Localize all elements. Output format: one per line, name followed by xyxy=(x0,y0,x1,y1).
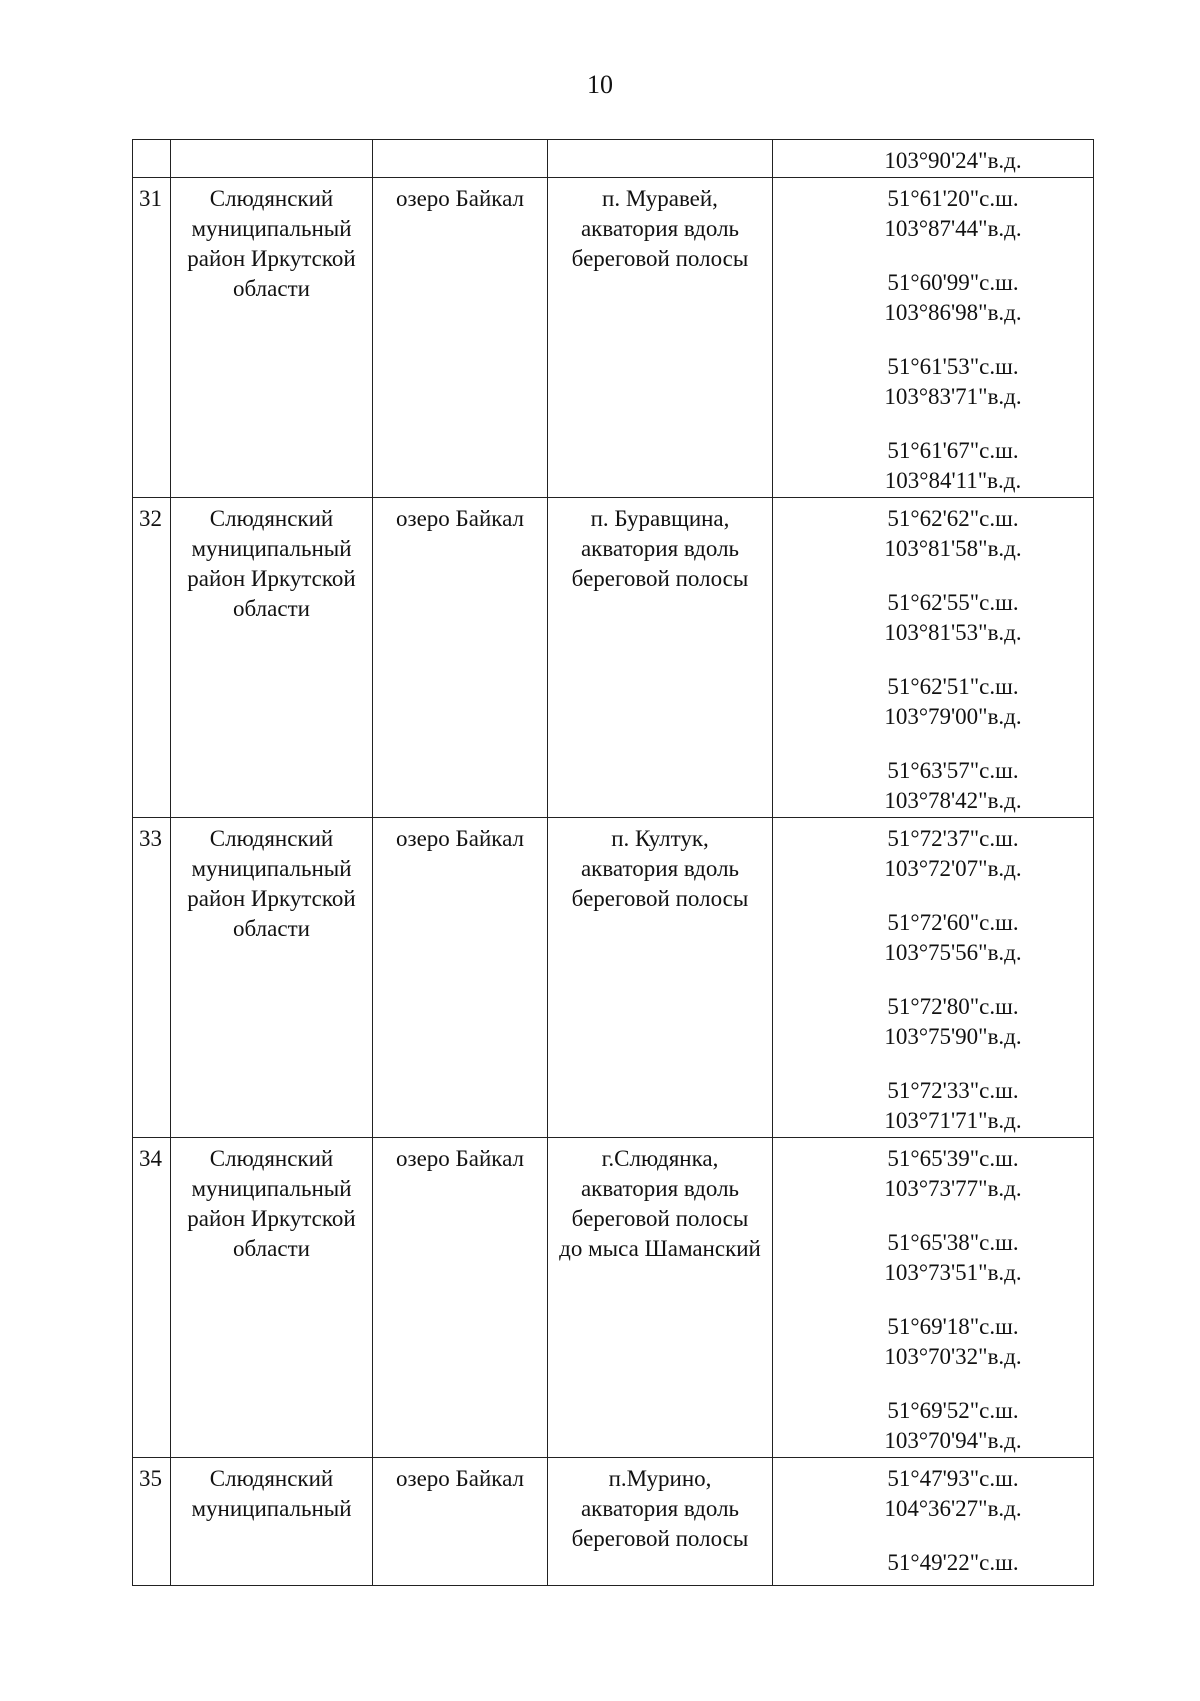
coord-line: 103°81'53"в.д. xyxy=(884,620,1022,645)
table-row xyxy=(133,1458,1094,1586)
district-line: район Иркутской xyxy=(187,566,356,591)
coord-line: 103°70'94"в.д. xyxy=(884,1428,1022,1453)
coord-line: 51°72'37"с.ш. xyxy=(887,826,1019,851)
district-line: Слюдянский xyxy=(209,506,334,531)
place-line: п. Буравщина, xyxy=(590,506,730,531)
place-line: береговой полосы xyxy=(571,246,749,271)
coord-pair xyxy=(813,436,1093,496)
coord-line: 103°73'51"в.д. xyxy=(884,1260,1022,1285)
place-line: г.Слюдянка, xyxy=(601,1146,719,1171)
cell-coords xyxy=(773,1138,1094,1458)
table-row xyxy=(133,1138,1094,1458)
cell-district xyxy=(171,1138,373,1458)
coord-pair xyxy=(813,1548,1093,1578)
coord-pair xyxy=(813,908,1093,968)
place-line: береговой полосы xyxy=(571,566,749,591)
place-line: п. Муравей, xyxy=(602,186,718,211)
cell-object xyxy=(373,140,548,178)
cell-object: озеро Байкал xyxy=(373,178,548,498)
coord-line: 51°72'80"с.ш. xyxy=(887,994,1019,1019)
place-line: акватория вдоль xyxy=(580,216,740,241)
district-line: области xyxy=(233,1236,310,1261)
cell-place xyxy=(548,140,773,178)
coord-line: 103°81'58"в.д. xyxy=(884,536,1022,561)
page-number: 10 xyxy=(587,70,613,99)
coord-line: 103°79'00"в.д. xyxy=(884,704,1022,729)
place-line: акватория вдоль xyxy=(580,856,740,881)
coord-line: 103°70'32"в.д. xyxy=(884,1344,1022,1369)
coord-pair xyxy=(813,824,1093,884)
district-line: Слюдянский xyxy=(209,186,334,211)
coord-line: 51°72'33"с.ш. xyxy=(887,1078,1019,1103)
coord-line: 103°84'11"в.д. xyxy=(884,468,1022,493)
table-row xyxy=(133,818,1094,1138)
coord-pair xyxy=(813,1396,1093,1456)
cell-district xyxy=(171,818,373,1138)
cell-num: 32 xyxy=(133,498,171,818)
coord-line: 51°49'22"с.ш. xyxy=(887,1550,1019,1575)
coord-line: 51°60'99"с.ш. xyxy=(887,270,1019,295)
cell-district xyxy=(171,178,373,498)
cell-coords xyxy=(773,140,1094,178)
district-line: муниципальный xyxy=(191,856,352,881)
district-line: муниципальный xyxy=(191,1496,352,1521)
coord-line: 51°47'93"с.ш. xyxy=(887,1466,1019,1491)
coord-line: 103°78'42"в.д. xyxy=(884,788,1022,813)
coord-line: 51°62'55"с.ш. xyxy=(887,590,1019,615)
coord-line: 51°61'53"с.ш. xyxy=(887,354,1019,379)
district-line: области xyxy=(233,276,310,301)
cell-place xyxy=(548,498,773,818)
table-row xyxy=(133,498,1094,818)
coord-line: 51°69'52"с.ш. xyxy=(887,1398,1019,1423)
cell-num xyxy=(133,140,171,178)
cell-num: 31 xyxy=(133,178,171,498)
cell-coords xyxy=(773,818,1094,1138)
coord-line: 51°62'62"с.ш. xyxy=(887,506,1019,531)
place-line: береговой полосы xyxy=(571,1206,749,1231)
coord-line: 103°86'98"в.д. xyxy=(884,300,1022,325)
district-line: муниципальный xyxy=(191,216,352,241)
cell-place xyxy=(548,1458,773,1586)
cell-num: 35 xyxy=(133,1458,171,1586)
district-line: муниципальный xyxy=(191,1176,352,1201)
district-line: области xyxy=(233,596,310,621)
coord-line: 51°61'67"с.ш. xyxy=(887,438,1019,463)
district-line: Слюдянский xyxy=(209,1466,334,1491)
coord-line: 103°73'77"в.д. xyxy=(884,1176,1022,1201)
coord-line: 103°90'24"в.д. xyxy=(884,148,1022,173)
district-line: муниципальный xyxy=(191,536,352,561)
coord-pair xyxy=(813,588,1093,648)
coord-line: 51°69'18"с.ш. xyxy=(887,1314,1019,1339)
coord-line: 103°75'56"в.д. xyxy=(884,940,1022,965)
place-line: береговой полосы xyxy=(571,886,749,911)
cell-district xyxy=(171,1458,373,1586)
cell-district xyxy=(171,498,373,818)
coord-pair xyxy=(813,756,1093,816)
coord-pair xyxy=(813,1144,1093,1204)
place-line: п.Мурино, xyxy=(608,1466,712,1491)
table-row xyxy=(133,178,1094,498)
cell-coords xyxy=(773,1458,1094,1586)
cell-place xyxy=(548,178,773,498)
cell-object: озеро Байкал xyxy=(373,498,548,818)
coord-pair xyxy=(813,672,1093,732)
coord-pair xyxy=(813,352,1093,412)
table-body xyxy=(133,140,1094,1586)
district-line: район Иркутской xyxy=(187,246,356,271)
coord-pair xyxy=(813,1464,1093,1524)
district-line: Слюдянский xyxy=(209,826,334,851)
place-line: п. Култук, xyxy=(611,826,709,851)
coord-pair xyxy=(813,1076,1093,1136)
cell-object: озеро Байкал xyxy=(373,818,548,1138)
cell-place xyxy=(548,1138,773,1458)
coord-pair xyxy=(813,268,1093,328)
cell-object: озеро Байкал xyxy=(373,1138,548,1458)
zones-table xyxy=(132,139,1094,1586)
coord-line: 51°63'57"с.ш. xyxy=(887,758,1019,783)
place-line: акватория вдоль xyxy=(580,1176,740,1201)
coord-line: 51°62'51"с.ш. xyxy=(887,674,1019,699)
cell-num: 33 xyxy=(133,818,171,1138)
coord-line: 51°61'20"с.ш. xyxy=(887,186,1019,211)
place-line: до мыса Шаманский xyxy=(559,1236,761,1261)
district-line: район Иркутской xyxy=(187,1206,356,1231)
place-line: береговой полосы xyxy=(571,1526,749,1551)
coord-pair xyxy=(813,1312,1093,1372)
place-line: акватория вдоль xyxy=(580,536,740,561)
cell-district xyxy=(171,140,373,178)
coord-line: 103°72'07"в.д. xyxy=(884,856,1022,881)
cell-place xyxy=(548,818,773,1138)
cell-coords xyxy=(773,178,1094,498)
coord-line: 103°75'90"в.д. xyxy=(884,1024,1022,1049)
coord-line: 103°83'71"в.д. xyxy=(884,384,1022,409)
coord-pair xyxy=(813,504,1093,564)
coord-pair xyxy=(813,184,1093,244)
coord-line: 103°87'44"в.д. xyxy=(884,216,1022,241)
cell-coords xyxy=(773,498,1094,818)
coord-line: 51°65'38"с.ш. xyxy=(887,1230,1019,1255)
coord-line: 104°36'27"в.д. xyxy=(884,1496,1022,1521)
coord-line: 103°71'71"в.д. xyxy=(884,1108,1022,1133)
cell-num: 34 xyxy=(133,1138,171,1458)
cell-object: озеро Байкал xyxy=(373,1458,548,1586)
place-line: акватория вдоль xyxy=(580,1496,740,1521)
district-line: район Иркутской xyxy=(187,886,356,911)
coord-pair xyxy=(813,992,1093,1052)
district-line: Слюдянский xyxy=(209,1146,334,1171)
district-line: области xyxy=(233,916,310,941)
coord-line: 51°65'39"с.ш. xyxy=(887,1146,1019,1171)
coord-pair xyxy=(813,1228,1093,1288)
coord-line: 51°72'60"с.ш. xyxy=(887,910,1019,935)
table-row xyxy=(133,140,1094,178)
